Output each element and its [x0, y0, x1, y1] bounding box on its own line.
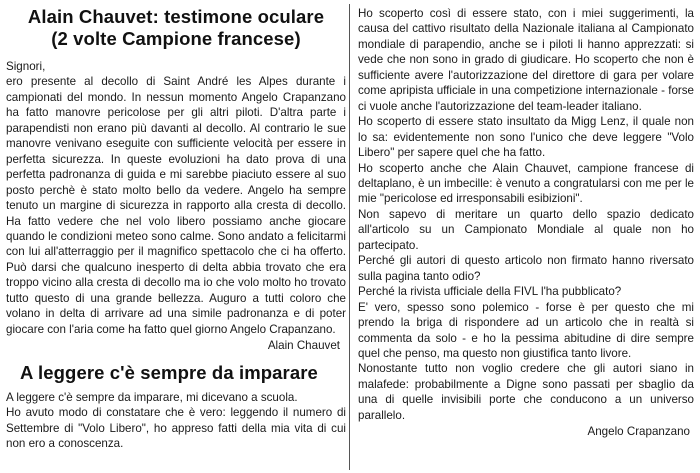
- paragraph: E' vero, spesso sono polemico - forse è per questo che mi prendo la briga di rispondere ad un articolo che in realtà si commenta da solo - e ho la pessima abitudine di dire sempre quel che penso, ma questo non giustifica tanto livore.: [358, 300, 694, 360]
- paragraph: Perché la rivista ufficiale della FIVL l'ha pubblicato?: [358, 285, 622, 299]
- section-title: A leggere c'è sempre da imparare: [20, 361, 318, 383]
- salutation: Signori,: [6, 60, 46, 73]
- letter-body: ero presente al decollo di Saint André les Alpes durante i campionati del mondo. In nessun momento Angelo Crapanzano ha fatto manovre pericolose per gli altri piloti. D'altra parte i parapendisti non erano più davanti al decollo. Al contrario le sue manovre venivano eseguite con sufficiente velocità per essere in perfetta sicurezza. In queste evoluzioni ha dato prova di una perfetta padronanza di guida e mi sarebbe piaciuto essere al suo posto perchè è stato molto bello da vedere. Angelo ha sempre tenuto un margine di sicurezza in rapporto alla cresta di decollo. Ha fatto vedere che nel volo libero possiamo anche giocare quando le condizioni meteo sono calme. Sono andato a felicitarmi con lui all'atterraggio per il magnifico spettacolo che ci ha offerto. Può darsi che qualcuno inesperto di delta abbia trovato che era troppo vicino alla cresta di decollo ma io che volo molto ho trovato tutto questo di una grande bellezza. Auguro a tutti coloro che volano in delta di arrivare ad una simile padronanza e di poter giocare con l'aria come ha fatto quel giorno Angelo Crapanzano.: [6, 75, 346, 336]
- letter-signature: Alain Chauvet: [267, 339, 340, 353]
- section-paragraph: Ho avuto modo di constatare che è vero: leggendo il numero di Settembre di "Volo Libero", ho appreso fatti della mia vita di cui non ero a conoscenza.: [6, 406, 346, 450]
- column-divider: [349, 4, 350, 470]
- left-column: [6, 0, 346, 451]
- paragraph: Nonostante tutto non voglio credere che gli autori siano in malafede: probabilmente a Digne sono passati per sbaglio da una di quelle invisibili porte che conducono a un universo parallelo.: [358, 362, 694, 422]
- paragraph: Perché gli autori di questo articolo non firmato hanno riversato sulla pagina tanto odio?: [358, 254, 694, 283]
- section-paragraph: A leggere c'è sempre da imparare, mi dicevano a scuola.: [6, 390, 298, 404]
- paragraph: Non sapevo di meritare un quarto dello spazio dedicato all'articolo su un Campionato Mondiale al quale non ho partecipato.: [358, 207, 694, 252]
- paragraph: Ho scoperto anche che Alain Chauvet, campione francese di deltaplano, è un imbecille: è venuto a congratularsi con me per le mie "pericolose ed irresponsabili esibizioni".: [358, 161, 694, 206]
- paragraph: Ho scoperto così di essere stato, con i miei suggerimenti, la causa del cattivo risultato della Nazionale italiana al Campionato mondiale di parapendio, anche se i piloti li hanno apprezzati: si vede che non sono in grado di giudicare. Ho scoperto che non è sufficiente avere l'autorizzazione del direttore di gara per volare come apripista ufficiale in una competizione internazionale - forse ci vuole anche l'autorizzazione del team-leader italiano.: [358, 7, 694, 113]
- article-title: Alain Chauvet: testimone oculare: [27, 6, 325, 27]
- paragraph: Ho scoperto di essere stato insultato da Migg Lenz, il quale non lo sa: evidentemente non sono l'unico che deve leggere "Volo Libero" per sapere quel che ha fatto.: [358, 115, 694, 160]
- right-column: [358, 0, 694, 440]
- article-subtitle: (2 volte Campione francese): [51, 28, 301, 49]
- author-signature: Angelo Crapanzano: [587, 425, 690, 439]
